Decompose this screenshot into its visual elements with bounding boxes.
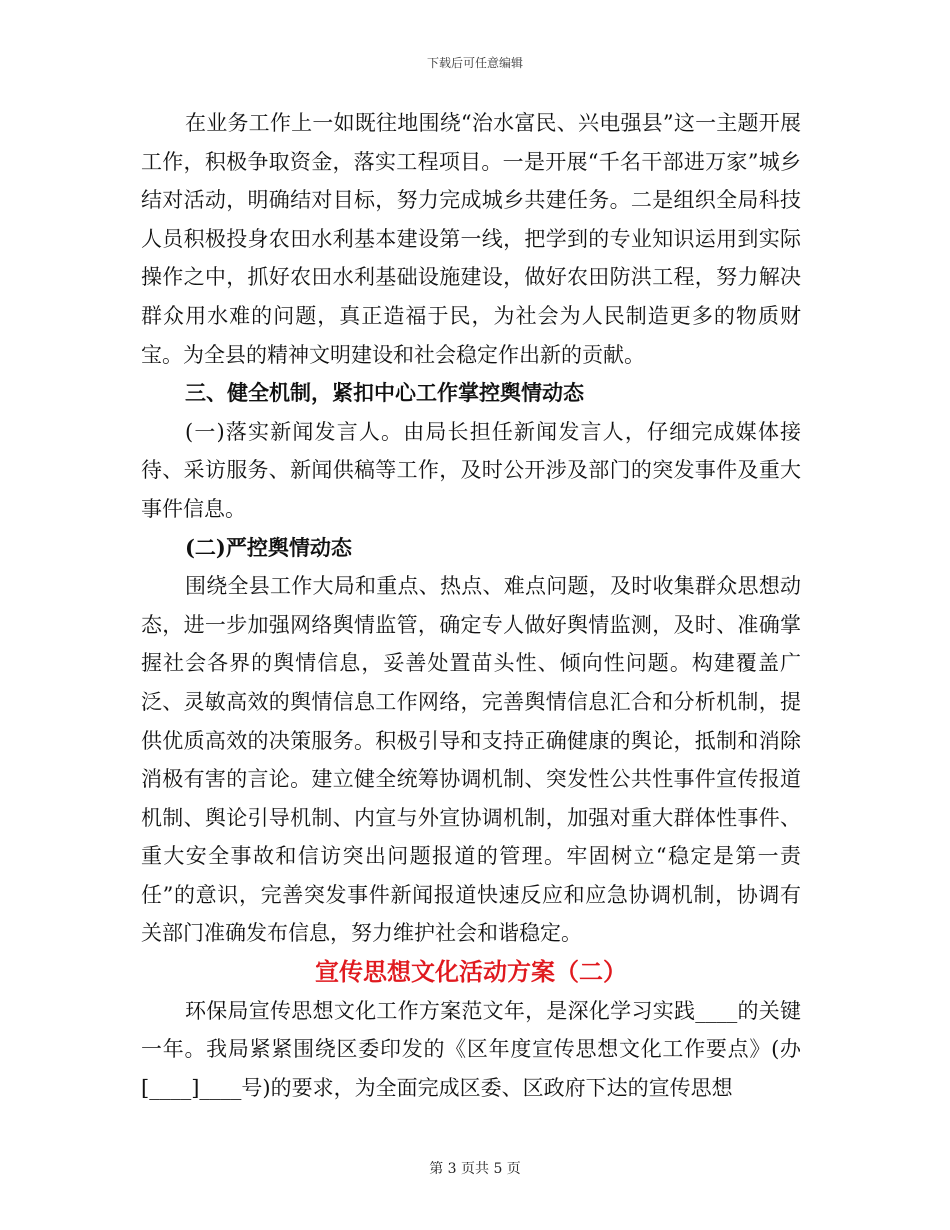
paragraph-spokesperson: (一)落实新闻发言人。由局长担任新闻发言人，仔细完成媒体接待、采访服务、新闻供稿等工作，及时公开涉及部门的突发事件及重大事件信息。 [141,419,801,521]
paragraph-public-opinion: 围绕全县工作大局和重点、热点、难点问题，及时收集群众思想动态，进一步加强网络舆情监管，确定专人做好舆情监测，及时、准确掌握社会各界的舆情信息，妥善处置苗头性、倾向性问题。构建覆盖广泛、灵敏高效的舆情信息工作网络，完善舆情信息汇合和分析机制，提供优质高效的决策服务。积极引导和支持正确健康的舆论，抵制和消除消极有害的言论。建立健全统筹协调机制、突发性公共性事件宣传报道机制、舆论引导机制、内宣与外宣协调机制，加强对重大群体性事件、重大安全事故和信访突出问题报道的管理。牢固树立“稳定是第一责任”的意识，完善突发事件新闻报道快速反应和应急协调机制，协调有关部门准确发布信息，努力维护社会和谐稳定。 [141,574,801,946]
document-body [141,104,801,1107]
paragraph-business-work: 在业务工作上一如既往地围绕“治水富民、兴电强县”这一主题开展工作，积极争取资金，落实工程项目。一是开展“千名干部进万家”城乡结对活动，明确结对目标，努力完成城乡共建任务。二是组织全局科技人员积极投身农田水利基本建设第一线，把学到的专业知识运用到实际操作之中，抓好农田水利基础设施建设，做好农田防洪工程，努力解决群众用水难的问题，真正造福于民，为社会为人民制造更多的物质财宝。为全县的精神文明建设和社会稳定作出新的贡献。 [141,111,801,367]
subheading-public-opinion: (二)严控舆情动态 [185,534,352,560]
page-header: 下载后可任意编辑 [426,56,523,70]
page-footer: 第 3 页共 5 页 [429,1161,521,1177]
section-heading-3: 三、健全机制，紧扣中心工作掌控舆情动态 [185,380,584,406]
paragraph-plan-intro: 环保局宣传思想文化工作方案范文年，是深化学习实践____的关键一年。我局紧紧围绕区委印发的《区年度宣传思想文化工作要点》(办[____]____号)的要求，为全面完成区委、区政府下达的宣传思想 [141,998,801,1100]
document-title-red: 宣传思想文化活动方案（二） [315,957,627,987]
